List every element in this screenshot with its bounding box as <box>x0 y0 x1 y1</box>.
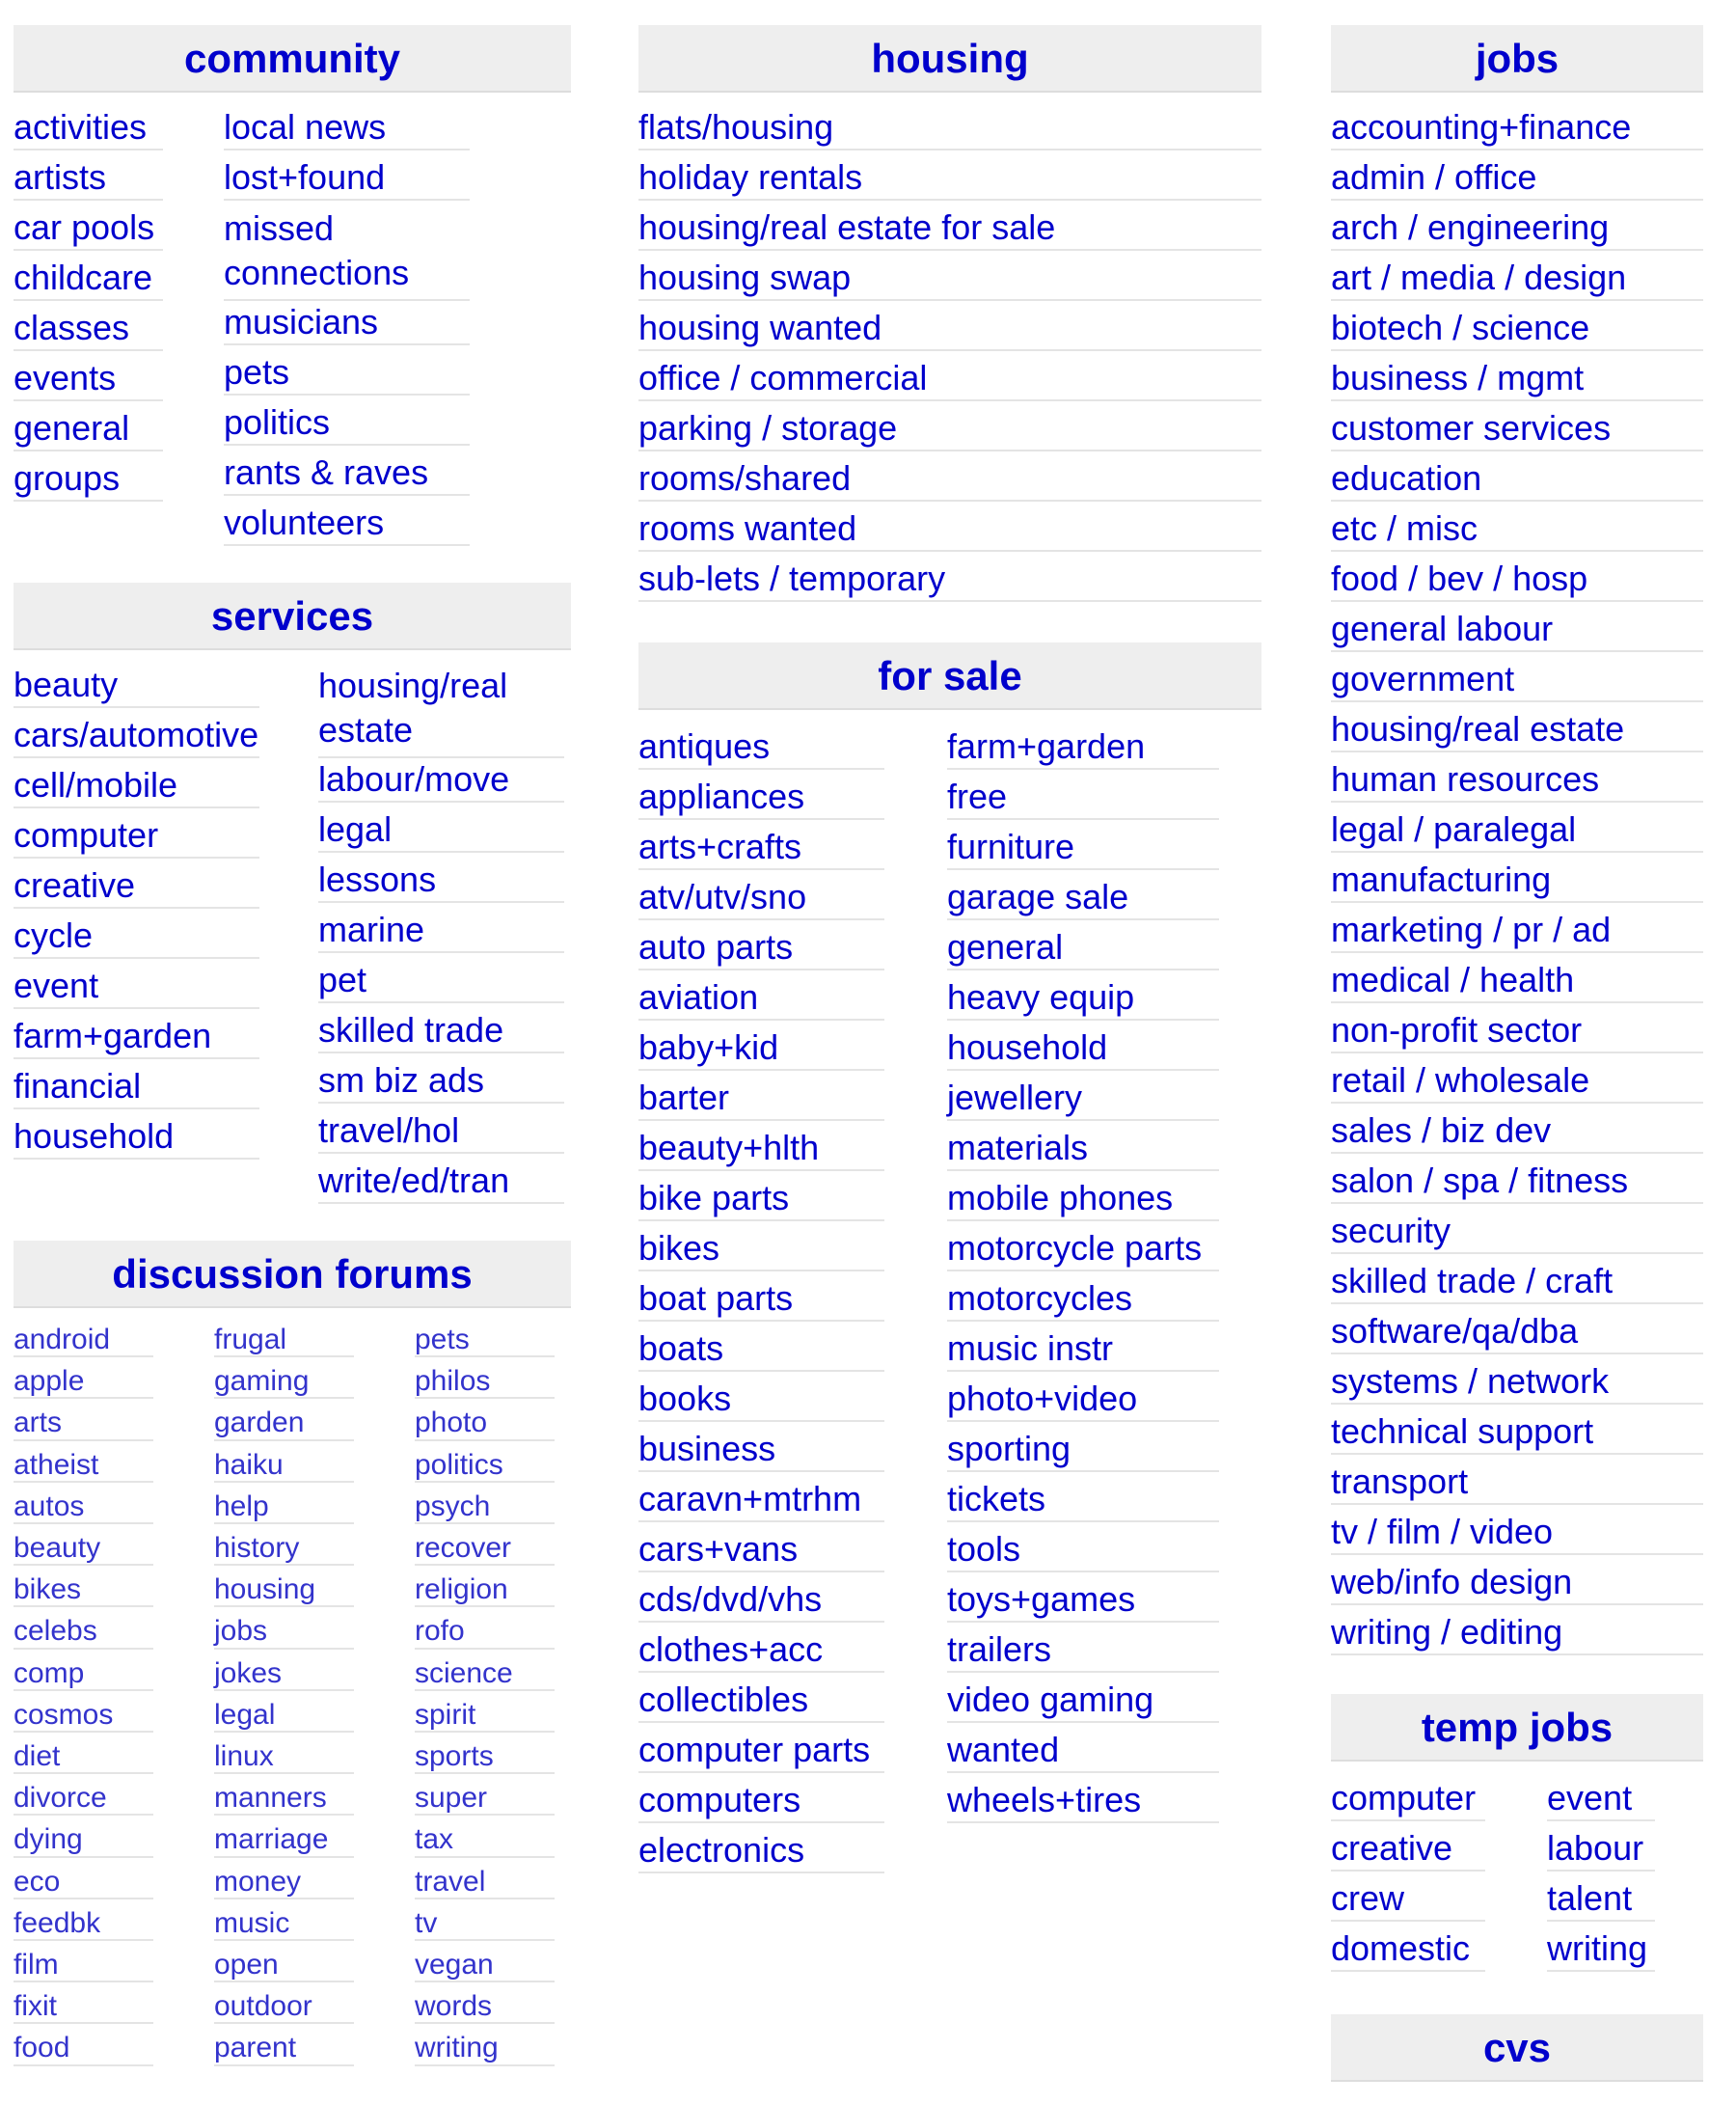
services-link[interactable]: labour/move <box>318 758 564 803</box>
forum-link[interactable]: beauty <box>14 1530 153 1566</box>
for-sale-link[interactable]: books <box>638 1378 884 1422</box>
for-sale-link[interactable]: heavy equip <box>947 976 1219 1021</box>
for-sale-link[interactable]: household <box>947 1026 1219 1071</box>
for-sale-link[interactable]: motorcycle parts <box>947 1227 1219 1271</box>
services-link[interactable]: cell/mobile <box>14 764 259 808</box>
services-link[interactable]: lessons <box>318 859 564 903</box>
for-sale-header[interactable]: for sale <box>638 642 1261 710</box>
for-sale-link[interactable]: garage sale <box>947 876 1219 920</box>
forum-link[interactable]: manners <box>214 1780 354 1816</box>
forum-link[interactable]: feedbk <box>14 1905 153 1941</box>
for-sale-link[interactable]: antiques <box>638 725 884 770</box>
jobs-link[interactable]: tv / film / video <box>1331 1511 1703 1555</box>
forum-link[interactable]: autos <box>14 1489 153 1524</box>
jobs-link[interactable]: skilled trade / craft <box>1331 1260 1703 1304</box>
forum-link[interactable]: diet <box>14 1738 153 1774</box>
forum-link[interactable]: music <box>214 1905 354 1941</box>
forum-link[interactable]: recover <box>415 1530 555 1566</box>
jobs-link[interactable]: art / media / design <box>1331 257 1703 301</box>
for-sale-link[interactable]: boats <box>638 1327 884 1372</box>
forum-link[interactable]: travel <box>415 1864 555 1899</box>
jobs-link[interactable]: accounting+finance <box>1331 106 1703 150</box>
services-link[interactable]: cars/automotive <box>14 714 259 758</box>
services-link[interactable]: marine <box>318 909 564 953</box>
services-link[interactable]: housing/real estate <box>318 664 564 758</box>
temp-jobs-link[interactable]: labour <box>1547 1827 1655 1872</box>
forum-link[interactable]: money <box>214 1864 354 1899</box>
for-sale-link[interactable]: beauty+hlth <box>638 1127 884 1171</box>
community-link[interactable]: volunteers <box>224 502 470 546</box>
community-link[interactable]: activities <box>14 106 163 150</box>
for-sale-link[interactable]: trailers <box>947 1628 1219 1673</box>
jobs-link[interactable]: admin / office <box>1331 156 1703 201</box>
jobs-link[interactable]: non-profit sector <box>1331 1009 1703 1053</box>
forum-link[interactable]: frugal <box>214 1322 354 1357</box>
for-sale-link[interactable]: farm+garden <box>947 725 1219 770</box>
for-sale-link[interactable]: tools <box>947 1528 1219 1572</box>
forum-link[interactable]: philos <box>415 1363 555 1399</box>
services-link[interactable]: pet <box>318 959 564 1003</box>
jobs-link[interactable]: technical support <box>1331 1410 1703 1455</box>
jobs-link[interactable]: legal / paralegal <box>1331 808 1703 853</box>
community-link[interactable]: childcare <box>14 257 163 301</box>
forum-link[interactable]: fixit <box>14 1988 153 2024</box>
services-link[interactable]: travel/hol <box>318 1109 564 1154</box>
services-link[interactable]: financial <box>14 1065 259 1109</box>
housing-link[interactable]: housing wanted <box>638 307 1261 351</box>
community-link[interactable]: car pools <box>14 206 163 251</box>
forum-link[interactable]: tax <box>415 1821 555 1857</box>
jobs-link[interactable]: web/info design <box>1331 1561 1703 1605</box>
for-sale-link[interactable]: aviation <box>638 976 884 1021</box>
temp-jobs-link[interactable]: domestic <box>1331 1927 1485 1972</box>
for-sale-link[interactable]: motorcycles <box>947 1277 1219 1322</box>
community-link[interactable]: politics <box>224 401 470 446</box>
community-link[interactable]: artists <box>14 156 163 201</box>
forum-link[interactable]: marriage <box>214 1821 354 1857</box>
services-link[interactable]: creative <box>14 864 259 909</box>
for-sale-link[interactable]: atv/utv/sno <box>638 876 884 920</box>
forum-link[interactable]: android <box>14 1322 153 1357</box>
for-sale-link[interactable]: materials <box>947 1127 1219 1171</box>
for-sale-link[interactable]: tickets <box>947 1478 1219 1522</box>
for-sale-link[interactable]: furniture <box>947 826 1219 870</box>
jobs-link[interactable]: education <box>1331 457 1703 502</box>
forum-link[interactable]: linux <box>214 1738 354 1774</box>
housing-link[interactable]: holiday rentals <box>638 156 1261 201</box>
services-link[interactable]: skilled trade <box>318 1009 564 1053</box>
for-sale-link[interactable]: general <box>947 926 1219 970</box>
cvs-header[interactable]: cvs <box>1331 2014 1703 2082</box>
forum-link[interactable]: gaming <box>214 1363 354 1399</box>
forum-link[interactable]: open <box>214 1947 354 1982</box>
for-sale-link[interactable]: electronics <box>638 1829 884 1873</box>
temp-jobs-link[interactable]: crew <box>1331 1877 1485 1922</box>
for-sale-link[interactable]: free <box>947 776 1219 820</box>
for-sale-link[interactable]: caravn+mtrhm <box>638 1478 884 1522</box>
forum-link[interactable]: celebs <box>14 1613 153 1649</box>
services-link[interactable]: legal <box>318 808 564 853</box>
forum-link[interactable]: help <box>214 1489 354 1524</box>
services-link[interactable]: beauty <box>14 664 259 708</box>
forum-link[interactable]: arts <box>14 1405 153 1440</box>
jobs-link[interactable]: software/qa/dba <box>1331 1310 1703 1354</box>
community-link[interactable]: musicians <box>224 301 470 345</box>
community-link[interactable]: events <box>14 357 163 401</box>
for-sale-link[interactable]: wheels+tires <box>947 1779 1219 1823</box>
forum-link[interactable]: history <box>214 1530 354 1566</box>
services-header[interactable]: services <box>14 583 571 650</box>
services-link[interactable]: computer <box>14 814 259 859</box>
for-sale-link[interactable]: photo+video <box>947 1378 1219 1422</box>
for-sale-link[interactable]: jewellery <box>947 1077 1219 1121</box>
community-link[interactable]: rants & raves <box>224 451 470 496</box>
for-sale-link[interactable]: bike parts <box>638 1177 884 1221</box>
forums-header[interactable]: discussion forums <box>14 1241 571 1308</box>
temp-jobs-link[interactable]: writing <box>1547 1927 1655 1972</box>
for-sale-link[interactable]: mobile phones <box>947 1177 1219 1221</box>
housing-link[interactable]: housing/real estate for sale <box>638 206 1261 251</box>
jobs-header[interactable]: jobs <box>1331 25 1703 93</box>
forum-link[interactable]: sports <box>415 1738 555 1774</box>
jobs-link[interactable]: business / mgmt <box>1331 357 1703 401</box>
for-sale-link[interactable]: computer parts <box>638 1729 884 1773</box>
forum-link[interactable]: comp <box>14 1655 153 1691</box>
forum-link[interactable]: words <box>415 1988 555 2024</box>
forum-link[interactable]: cosmos <box>14 1697 153 1733</box>
temp-jobs-link[interactable]: event <box>1547 1777 1655 1821</box>
jobs-link[interactable]: systems / network <box>1331 1360 1703 1405</box>
housing-header[interactable]: housing <box>638 25 1261 93</box>
for-sale-link[interactable]: cds/dvd/vhs <box>638 1578 884 1623</box>
forum-link[interactable]: psych <box>415 1489 555 1524</box>
community-link[interactable]: groups <box>14 457 163 502</box>
for-sale-link[interactable]: sporting <box>947 1428 1219 1472</box>
for-sale-link[interactable]: toys+games <box>947 1578 1219 1623</box>
forum-link[interactable]: outdoor <box>214 1988 354 2024</box>
forum-link[interactable]: super <box>415 1780 555 1816</box>
forum-link[interactable]: vegan <box>415 1947 555 1982</box>
jobs-link[interactable]: security <box>1331 1210 1703 1254</box>
community-link[interactable]: pets <box>224 351 470 396</box>
for-sale-link[interactable]: collectibles <box>638 1679 884 1723</box>
jobs-link[interactable]: human resources <box>1331 758 1703 803</box>
for-sale-link[interactable]: music instr <box>947 1327 1219 1372</box>
forum-link[interactable]: writing <box>415 2030 555 2065</box>
community-header[interactable]: community <box>14 25 571 93</box>
forum-link[interactable]: film <box>14 1947 153 1982</box>
forum-link[interactable]: legal <box>214 1697 354 1733</box>
services-link[interactable]: write/ed/tran <box>318 1160 564 1204</box>
for-sale-link[interactable]: computers <box>638 1779 884 1823</box>
for-sale-link[interactable]: business <box>638 1428 884 1472</box>
jobs-link[interactable]: manufacturing <box>1331 859 1703 903</box>
forum-link[interactable]: divorce <box>14 1780 153 1816</box>
temp-jobs-header[interactable]: temp jobs <box>1331 1694 1703 1762</box>
forum-link[interactable]: jobs <box>214 1613 354 1649</box>
community-link[interactable]: classes <box>14 307 163 351</box>
for-sale-link[interactable]: cars+vans <box>638 1528 884 1572</box>
jobs-link[interactable]: general labour <box>1331 608 1703 652</box>
forum-link[interactable]: science <box>415 1655 555 1691</box>
services-link[interactable]: farm+garden <box>14 1015 259 1059</box>
jobs-link[interactable]: retail / wholesale <box>1331 1059 1703 1104</box>
for-sale-link[interactable]: clothes+acc <box>638 1628 884 1673</box>
for-sale-link[interactable]: wanted <box>947 1729 1219 1773</box>
community-link[interactable]: lost+found <box>224 156 470 201</box>
for-sale-link[interactable]: video gaming <box>947 1679 1219 1723</box>
jobs-link[interactable]: etc / misc <box>1331 507 1703 552</box>
forum-link[interactable]: garden <box>214 1405 354 1440</box>
for-sale-link[interactable]: baby+kid <box>638 1026 884 1071</box>
services-link[interactable]: cycle <box>14 915 259 959</box>
community-link[interactable]: local news <box>224 106 470 150</box>
jobs-link[interactable]: food / bev / hosp <box>1331 558 1703 602</box>
services-link[interactable]: event <box>14 965 259 1009</box>
housing-link[interactable]: rooms/shared <box>638 457 1261 502</box>
forum-link[interactable]: rofo <box>415 1613 555 1649</box>
forum-link[interactable]: pets <box>415 1322 555 1357</box>
forum-link[interactable]: apple <box>14 1363 153 1399</box>
jobs-link[interactable]: salon / spa / fitness <box>1331 1160 1703 1204</box>
jobs-link[interactable]: writing / editing <box>1331 1611 1703 1655</box>
for-sale-link[interactable]: bikes <box>638 1227 884 1271</box>
for-sale-link[interactable]: boat parts <box>638 1277 884 1322</box>
forum-link[interactable]: spirit <box>415 1697 555 1733</box>
jobs-link[interactable]: government <box>1331 658 1703 702</box>
forum-link[interactable]: religion <box>415 1571 555 1607</box>
forum-link[interactable]: dying <box>14 1821 153 1857</box>
forum-link[interactable]: haiku <box>214 1447 354 1483</box>
for-sale-link[interactable]: auto parts <box>638 926 884 970</box>
jobs-link[interactable]: medical / health <box>1331 959 1703 1003</box>
forum-link[interactable]: photo <box>415 1405 555 1440</box>
jobs-link[interactable]: transport <box>1331 1461 1703 1505</box>
jobs-link[interactable]: sales / biz dev <box>1331 1109 1703 1154</box>
housing-link[interactable]: sub-lets / temporary <box>638 558 1261 602</box>
forum-link[interactable]: housing <box>214 1571 354 1607</box>
for-sale-link[interactable]: appliances <box>638 776 884 820</box>
forum-link[interactable]: jokes <box>214 1655 354 1691</box>
forum-link[interactable]: politics <box>415 1447 555 1483</box>
housing-link[interactable]: housing swap <box>638 257 1261 301</box>
community-link[interactable]: general <box>14 407 163 451</box>
for-sale-link[interactable]: barter <box>638 1077 884 1121</box>
jobs-link[interactable]: biotech / science <box>1331 307 1703 351</box>
forum-link[interactable]: parent <box>214 2030 354 2065</box>
jobs-link[interactable]: marketing / pr / ad <box>1331 909 1703 953</box>
housing-link[interactable]: parking / storage <box>638 407 1261 451</box>
forum-link[interactable]: food <box>14 2030 153 2065</box>
temp-jobs-link[interactable]: creative <box>1331 1827 1485 1872</box>
temp-jobs-link[interactable]: computer <box>1331 1777 1485 1821</box>
housing-link[interactable]: rooms wanted <box>638 507 1261 552</box>
services-link[interactable]: household <box>14 1115 259 1160</box>
for-sale-link[interactable]: arts+crafts <box>638 826 884 870</box>
housing-link[interactable]: flats/housing <box>638 106 1261 150</box>
forum-link[interactable]: bikes <box>14 1571 153 1607</box>
forum-link[interactable]: eco <box>14 1864 153 1899</box>
jobs-link[interactable]: housing/real estate <box>1331 708 1703 752</box>
community-link[interactable]: missed connections <box>224 206 470 301</box>
forum-link[interactable]: atheist <box>14 1447 153 1483</box>
housing-link[interactable]: office / commercial <box>638 357 1261 401</box>
services-link[interactable]: sm biz ads <box>318 1059 564 1104</box>
jobs-link[interactable]: arch / engineering <box>1331 206 1703 251</box>
forum-link[interactable]: tv <box>415 1905 555 1941</box>
temp-jobs-link[interactable]: talent <box>1547 1877 1655 1922</box>
jobs-link[interactable]: customer services <box>1331 407 1703 451</box>
